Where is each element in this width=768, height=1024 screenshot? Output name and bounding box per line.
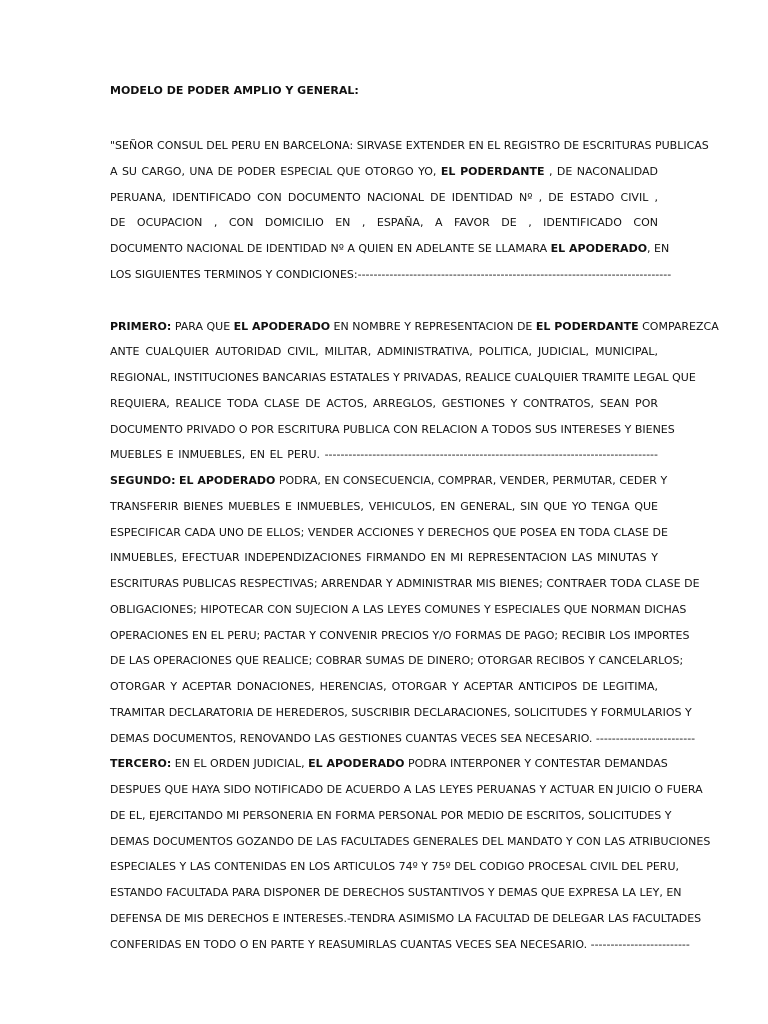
tercero-line-1-text-a: EN EL ORDEN JUDICIAL,	[174, 757, 305, 771]
primero-line-4: REQUIERA, REALICE TODA CLASE DE ACTOS, ARREGLOS, GESTIONES Y CONTRATOS, SEAN POR	[110, 396, 658, 410]
tercero-line-5: ESPECIALES Y LAS CONTENIDAS EN LOS ARTICULOS 74º Y 75º DEL CODIGO PROCESAL CIVIL DEL PERU,	[110, 860, 679, 874]
intro-paragraph	[110, 133, 709, 288]
tercero-line-1	[110, 751, 668, 777]
intro-line-5-text-a: DOCUMENTO NACIONAL DE IDENTIDAD Nº A QUIEN EN ADELANTE SE LLAMARA	[110, 242, 548, 255]
intro-line-5-text-c: , EN	[647, 242, 670, 255]
tercero-line-4: DEMAS DOCUMENTOS GOZANDO DE LAS FACULTADES GENERALES DEL MANDATO Y CON LAS ATRIBUCIONES	[110, 834, 711, 848]
segundo-line-8: DE LAS OPERACIONES QUE REALICE; COBRAR SUMAS DE DINERO; OTORGAR RECIBOS Y CANCELARLOS;	[110, 654, 684, 668]
poderdante-term: EL PODERDANTE	[535, 319, 639, 333]
clause-tercero	[110, 751, 711, 957]
segundo-line-9: OTORGAR Y ACEPTAR DONACIONES, HERENCIAS, OTORGAR Y ACEPTAR ANTICIPOS DE LEGITIMA,	[110, 680, 658, 693]
document-title: MODELO DE PODER AMPLIO Y GENERAL:	[110, 84, 359, 97]
tercero-line-1-text-c: PODRA INTERPONER Y CONTESTAR DEMANDAS	[407, 757, 668, 771]
tercero-line-6: ESTANDO FACULTADA PARA DISPONER DE DERECHOS SUSTANTIVOS Y DEMAS QUE EXPRESA LA LEY, EN	[110, 886, 682, 899]
apoderado-term: EL APODERADO	[178, 474, 276, 487]
segundo-line-1-text-c: PODRA, EN CONSECUENCIA, COMPRAR, VENDER, PERMUTAR, CEDER Y	[278, 474, 668, 487]
primero-line-6: MUEBLES E INMUEBLES, EN EL PERU. ------------------------------------------------------------------------------------	[110, 448, 658, 462]
primero-line-2: ANTE CUALQUIER AUTORIDAD CIVIL, MILITAR, ADMINISTRATIVA, POLITICA, JUDICIAL, MUNICIPAL,	[110, 345, 658, 359]
segundo-line-11: DEMAS DOCUMENTOS, RENOVANDO LAS GESTIONES CUANTAS VECES SEA NECESARIO. -------------------------	[110, 731, 696, 745]
segundo-line-7: OPERACIONES EN EL PERU; PACTAR Y CONVENIR PRECIOS Y/O FORMAS DE PAGO; RECIBIR LOS IMPORTES	[110, 628, 690, 642]
intro-line-5	[110, 236, 670, 262]
primero-line-1-text-a: PARA QUE	[174, 319, 231, 333]
apoderado-term: EL APODERADO	[233, 319, 331, 333]
primero-line-5: DOCUMENTO PRIVADO O POR ESCRITURA PUBLICA CON RELACION A TODOS SUS INTERESES Y BIENES	[110, 422, 675, 436]
intro-line-2-text-c: , DE NACONALIDAD	[548, 164, 659, 178]
segundo-line-5: ESCRITURAS PUBLICAS RESPECTIVAS; ARRENDAR Y ADMINISTRAR MIS BIENES; CONTRAER TODA CLASE DE	[110, 577, 700, 590]
apoderado-term: EL APODERADO	[308, 757, 405, 771]
primero-line-1	[110, 314, 719, 340]
intro-line-4: DE OCUPACION , CON DOMICILIO EN , ESPAÑA, A FAVOR DE , IDENTIFICADO CON	[110, 216, 658, 230]
intro-line-1: "SEÑOR CONSUL DEL PERU EN BARCELONA: SIRVASE EXTENDER EN EL REGISTRO DE ESCRITURAS PUBLICAS	[110, 139, 709, 152]
segundo-line-1	[110, 468, 668, 494]
primero-line-1-text-e: COMPAREZCA	[642, 319, 719, 333]
segundo-line-2: TRANSFERIR BIENES MUEBLES E INMUEBLES, VEHICULOS, EN GENERAL, SIN QUE YO TENGA QUE	[110, 499, 658, 513]
tercero-line-3: DE EL, EJERCITANDO MI PERSONERIA EN FORMA PERSONAL POR MEDIO DE ESCRITOS, SOLICITUDES Y	[110, 808, 672, 822]
intro-line-2-text-a: A SU CARGO, UNA DE PODER ESPECIAL QUE OTORGO YO,	[110, 164, 437, 178]
tercero-line-2: DESPUES QUE HAYA SIDO NOTIFICADO DE ACUERDO A LAS LEYES PERUANAS Y ACTUAR EN JUICIO O FUERA	[110, 783, 703, 796]
clause-label-tercero: TERCERO:	[110, 757, 172, 771]
intro-line-3: PERUANA, IDENTIFICADO CON DOCUMENTO NACIONAL DE IDENTIDAD Nº , DE ESTADO CIVIL ,	[110, 190, 658, 204]
segundo-line-10: TRAMITAR DECLARATORIA DE HEREDEROS, SUSCRIBIR DECLARACIONES, SOLICITUDES Y FORMULARIOS Y	[110, 705, 692, 719]
intro-line-6: LOS SIGUIENTES TERMINOS Y CONDICIONES:-------------------------------------------------------------------------------	[110, 267, 672, 281]
primero-line-3: REGIONAL, INSTITUCIONES BANCARIAS ESTATALES Y PRIVADAS, REALICE CUALQUIER TRAMITE LEGAL QUE	[110, 371, 696, 384]
poderdante-term: EL PODERDANTE	[440, 164, 545, 178]
clause-primero	[110, 314, 719, 469]
primero-line-1-text-c: EN NOMBRE Y REPRESENTACION DE	[333, 319, 533, 333]
apoderado-term: EL APODERADO	[550, 242, 648, 255]
segundo-line-6: OBLIGACIONES; HIPOTECAR CON SUJECION A LAS LEYES COMUNES Y ESPECIALES QUE NORMAN DICHAS	[110, 602, 687, 616]
clause-label-segundo: SEGUNDO:	[110, 474, 176, 487]
clause-segundo	[110, 468, 700, 751]
segundo-line-3: ESPECIFICAR CADA UNO DE ELLOS; VENDER ACCIONES Y DERECHOS QUE POSEA EN TODA CLASE DE	[110, 525, 668, 539]
document-page	[110, 84, 719, 957]
segundo-line-4: INMUEBLES, EFECTUAR INDEPENDIZACIONES FIRMANDO EN MI REPRESENTACION LAS MINUTAS Y	[110, 551, 658, 565]
tercero-line-8: CONFERIDAS EN TODO O EN PARTE Y REASUMIRLAS CUANTAS VECES SEA NECESARIO. -------------------------	[110, 937, 690, 951]
tercero-line-7: DEFENSA DE MIS DERECHOS E INTERESES.-TENDRA ASIMISMO LA FACULTAD DE DELEGAR LAS FACULTADES	[110, 911, 702, 925]
intro-line-2	[110, 159, 658, 185]
clause-label-primero: PRIMERO:	[110, 319, 172, 333]
